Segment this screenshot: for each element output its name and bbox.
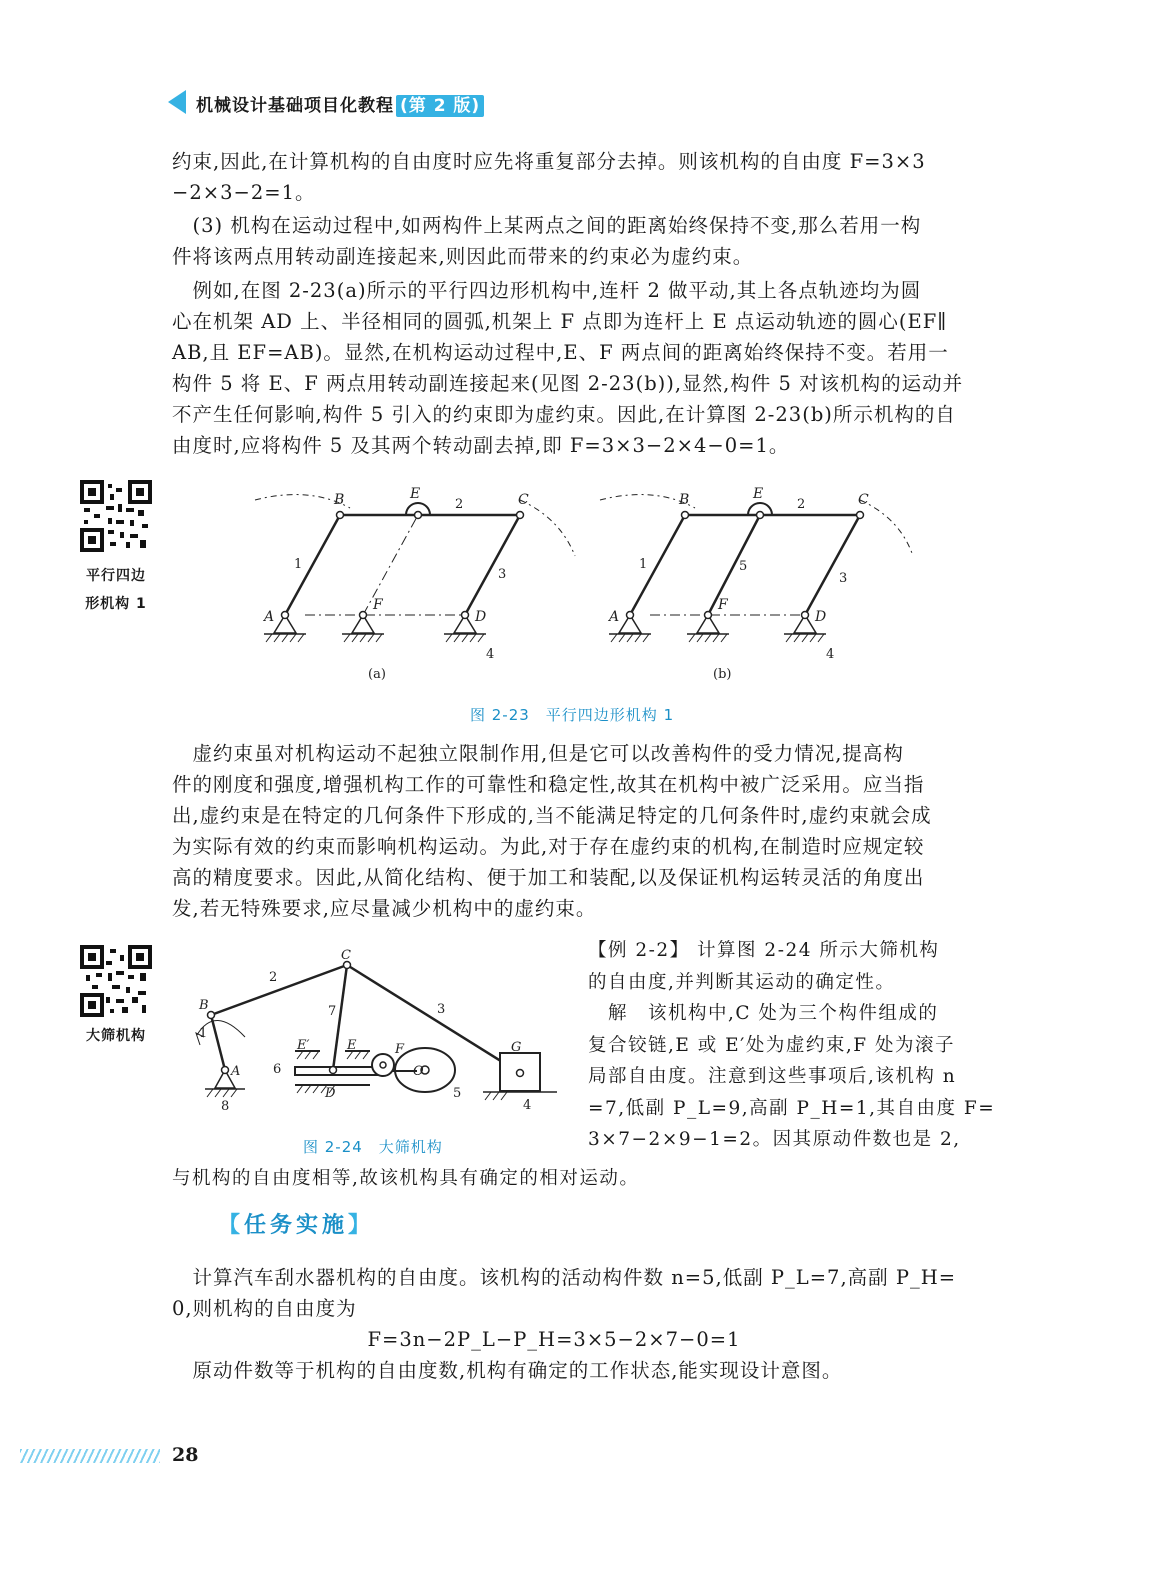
label-d: D bbox=[475, 609, 487, 625]
label-f: F bbox=[395, 1042, 405, 1057]
text-line: 计算汽车刮水器机构的自由度。该机构的活动构件数 n=5,低副 P_L=7,高副 P_H= bbox=[172, 1266, 957, 1289]
label-f: F bbox=[373, 597, 383, 613]
task-body bbox=[172, 1262, 996, 1386]
text-line: =7,低副 P_L=9,高副 P_H=1,其自由度 F= bbox=[588, 1097, 996, 1119]
text-line: −2×3−2=1。 bbox=[172, 181, 316, 204]
text-line: 0,则机构的自由度为 bbox=[172, 1297, 357, 1320]
label-3: 3 bbox=[498, 567, 507, 582]
paragraph-2 bbox=[172, 210, 996, 272]
heading-text: 任务实施 bbox=[244, 1213, 349, 1238]
joint-c bbox=[517, 512, 524, 519]
label-8: 8 bbox=[221, 1099, 230, 1114]
paragraph-4 bbox=[172, 738, 996, 924]
qr-label-screen: 大筛机构 bbox=[86, 1028, 146, 1044]
label-b: B bbox=[334, 492, 345, 508]
figure-2-23 bbox=[250, 478, 930, 688]
header-triangle-icon bbox=[168, 90, 186, 114]
link-3 bbox=[347, 965, 520, 1073]
text-line: 高的精度要求。因此,从简化结构、便于加工和装配,以及保证机构运转灵活的角度出 bbox=[172, 866, 925, 889]
text-line: 的自由度,并判断其运动的确定性。 bbox=[588, 971, 896, 993]
label-a: A bbox=[609, 609, 620, 625]
joint-f bbox=[360, 612, 367, 619]
label-e: E bbox=[410, 486, 421, 502]
label-4: 4 bbox=[523, 1098, 532, 1113]
edition-badge: (第 2 版) bbox=[396, 95, 484, 117]
footer-stripes bbox=[20, 1449, 160, 1463]
label-4: 4 bbox=[486, 647, 495, 662]
label-b: B bbox=[679, 492, 690, 508]
text-line: 件的刚度和强度,增强机构工作的可靠性和稳定性,故其在机构中被广泛采用。应当指 bbox=[172, 773, 925, 796]
label-a: A bbox=[231, 1064, 241, 1079]
text-line: 为实际有效的约束而影响机构运动。为此,对于存在虚约束的机构,在制造时应规定较 bbox=[172, 835, 925, 858]
text-line: (3) 机构在运动过程中,如两构件上某两点之间的距离始终保持不变,那么若用一构 bbox=[172, 214, 922, 237]
label-f: F bbox=[718, 597, 728, 613]
label-1: 1 bbox=[199, 1026, 208, 1041]
link-1 bbox=[211, 1015, 225, 1070]
qr-label-parallelogram bbox=[56, 562, 176, 618]
paragraph-3 bbox=[172, 275, 996, 461]
book-title bbox=[196, 91, 484, 116]
label-e: E bbox=[753, 486, 764, 502]
text-line: 3×7−2×9−1=2。因其原动件数也是 2, bbox=[588, 1129, 961, 1150]
label-c: C bbox=[518, 492, 529, 508]
text-line: 发,若无特殊要求,应尽量减少机构中的虚约束。 bbox=[172, 897, 597, 920]
joint-e-pin bbox=[415, 512, 422, 519]
label-2: 2 bbox=[455, 497, 464, 512]
label-6: 6 bbox=[273, 1062, 282, 1077]
joint-b bbox=[337, 512, 344, 519]
joint-a bbox=[282, 612, 289, 619]
label-o: O bbox=[413, 1064, 424, 1079]
label-b: B bbox=[199, 998, 209, 1013]
label-1: 1 bbox=[639, 557, 648, 572]
text-line: 解 该机构中,C 处为三个构件组成的 bbox=[588, 1003, 939, 1024]
text-line: 不产生任何影响,构件 5 引入的约束即为虚约束。因此,在计算图 2-23(b)所示机构的自 bbox=[172, 403, 956, 426]
book-title-text: 机械设计基础项目化教程 bbox=[196, 96, 394, 116]
label-e: E bbox=[347, 1038, 357, 1053]
text-line: 件将该两点用转动副连接起来,则因此而带来的约束必为虚约束。 bbox=[172, 245, 754, 268]
label-g: G bbox=[511, 1040, 522, 1055]
label-d: D bbox=[815, 609, 827, 625]
qr-code-parallelogram[interactable] bbox=[80, 480, 152, 552]
qr-code-screen[interactable] bbox=[80, 945, 152, 1017]
text-line: 复合铰链,E 或 E′处为虚约束,F 处为滚子 bbox=[588, 1034, 955, 1056]
figure-2-23a bbox=[255, 495, 575, 642]
label-e-prime: E′ bbox=[297, 1038, 310, 1053]
label-3: 3 bbox=[437, 1002, 446, 1017]
text-line: 约束,因此,在计算机构的自由度时应先将重复部分去掉。则该机构的自由度 F=3×3 bbox=[172, 150, 926, 173]
text-line: 虚约束虽对机构运动不起独立限制作用,但是它可以改善构件的受力情况,提高构 bbox=[172, 742, 904, 765]
qr-label-line: 形机构 1 bbox=[85, 596, 147, 612]
link-3 bbox=[465, 515, 520, 615]
label-5: 5 bbox=[453, 1086, 462, 1101]
label-a: A bbox=[264, 609, 275, 625]
text-line: 心在机架 AD 上、半径相同的圆弧,机架上 F 点即为连杆上 E 点运动轨迹的圆心(EF∥ bbox=[172, 310, 948, 333]
example-2-2 bbox=[588, 935, 996, 1156]
text-line: 与机构的自由度相等,故该机构具有确定的相对运动。 bbox=[172, 1168, 640, 1189]
text-line: 原动件数等于机构的自由度数,机构有确定的工作状态,能实现设计意图。 bbox=[172, 1359, 843, 1382]
page-number: 28 bbox=[172, 1444, 199, 1466]
text-line: 【例 2-2】 计算图 2-24 所示大筛机构 bbox=[588, 940, 940, 961]
label-c: C bbox=[858, 492, 869, 508]
figure-2-24 bbox=[185, 945, 560, 1115]
sub-caption-a: (a) bbox=[368, 667, 386, 682]
label-4: 4 bbox=[826, 647, 835, 662]
joint-d bbox=[462, 612, 469, 619]
label-c: C bbox=[341, 948, 351, 963]
text-line: 例如,在图 2-23(a)所示的平行四边形机构中,连杆 2 做平动,其上各点轨迹均为圆 bbox=[172, 279, 922, 302]
label-5: 5 bbox=[739, 559, 748, 574]
heading-bracket: 】 bbox=[348, 1213, 375, 1238]
sub-caption-b: (b) bbox=[713, 667, 732, 682]
label-3: 3 bbox=[839, 571, 848, 586]
formula: F=3n−2P_L−P_H=3×5−2×7−0=1 bbox=[367, 1328, 741, 1351]
label-1: 1 bbox=[294, 557, 303, 572]
text-line: 由度时,应将构件 5 及其两个转动副去掉,即 F=3×3−2×4−0=1。 bbox=[172, 434, 790, 457]
arc-c bbox=[520, 500, 575, 556]
link-2 bbox=[211, 965, 347, 1015]
section-heading-task bbox=[218, 1208, 374, 1239]
qr-label-line: 平行四边 bbox=[86, 568, 146, 584]
link-5 bbox=[708, 515, 760, 615]
label-7: 7 bbox=[328, 1004, 337, 1019]
label-d: D bbox=[325, 1086, 336, 1101]
text-line: 出,虚约束是在特定的几何条件下形成的,当不能满足特定的几何条件时,虚约束就会成 bbox=[172, 804, 932, 827]
figure-2-23-caption: 图 2-23 平行四边形机构 1 bbox=[470, 706, 675, 724]
text-line: AB,且 EF=AB)。显然,在机构运动过程中,E、F 两点间的距离始终保持不变。若用一 bbox=[172, 341, 949, 364]
paragraph-1 bbox=[172, 146, 996, 208]
text-line: 局部自由度。注意到这些事项后,该机构 n bbox=[588, 1066, 957, 1087]
label-2: 2 bbox=[269, 970, 278, 985]
figure-2-24-caption: 图 2-24 大筛机构 bbox=[303, 1138, 443, 1156]
heading-bracket: 【 bbox=[218, 1213, 245, 1238]
text-line: 构件 5 将 E、F 两点用转动副连接起来(见图 2-23(b)),显然,构件 5 对该机构的运动并 bbox=[172, 372, 964, 395]
link-5-dashed bbox=[363, 515, 418, 615]
label-2: 2 bbox=[797, 497, 806, 512]
example-tail bbox=[172, 1163, 996, 1194]
